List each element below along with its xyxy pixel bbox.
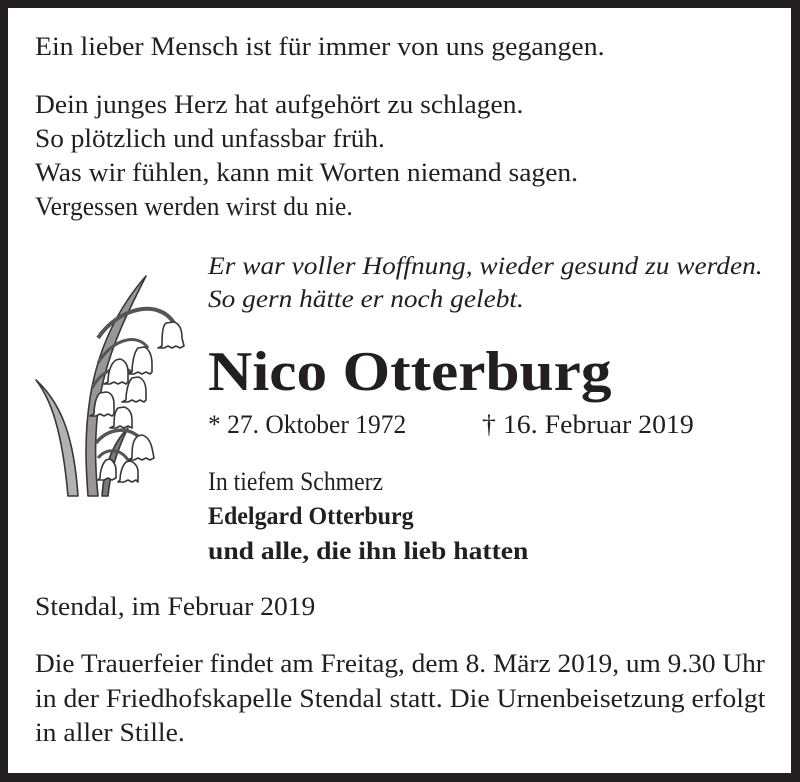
mourners-intro: In tiefem Schmerz: [208, 467, 384, 496]
lily-of-the-valley-icon: [28, 268, 188, 498]
quote-line: Er war voller Hoffnung, wieder gesund zu werden.: [208, 253, 763, 280]
funeral-info-line: in aller Stille.: [35, 718, 185, 747]
deceased-name: Nico Otterburg: [208, 341, 612, 403]
funeral-info-line: Die Trauerfeier findet am Freitag, dem 8. März 2019, um 9.30 Uhr: [35, 649, 765, 678]
opening-line: Ein lieber Mensch ist für immer von uns gegangen.: [35, 32, 605, 61]
mourner-name: Edelgard Otterburg: [208, 503, 414, 530]
place-date: Stendal, im Februar 2019: [35, 592, 316, 621]
funeral-info-line: in der Friedhofskapelle Stendal statt. Die Urnenbeisetzung erfolgt: [35, 684, 766, 713]
mourner-name: und alle, die ihn lieb hatten: [208, 538, 529, 565]
poem-line: Was wir fühlen, kann mit Worten niemand sagen.: [35, 158, 579, 187]
death-date: † 16. Februar 2019: [482, 410, 694, 439]
poem-line: Vergessen werden wirst du nie.: [35, 192, 353, 221]
birth-date: * 27. Oktober 1972: [208, 410, 407, 439]
quote-line: So gern hätte er noch gelebt.: [208, 286, 524, 313]
poem-line: So plötzlich und unfassbar früh.: [35, 124, 385, 153]
poem-line: Dein junges Herz hat aufgehört zu schlagen.: [35, 90, 524, 119]
